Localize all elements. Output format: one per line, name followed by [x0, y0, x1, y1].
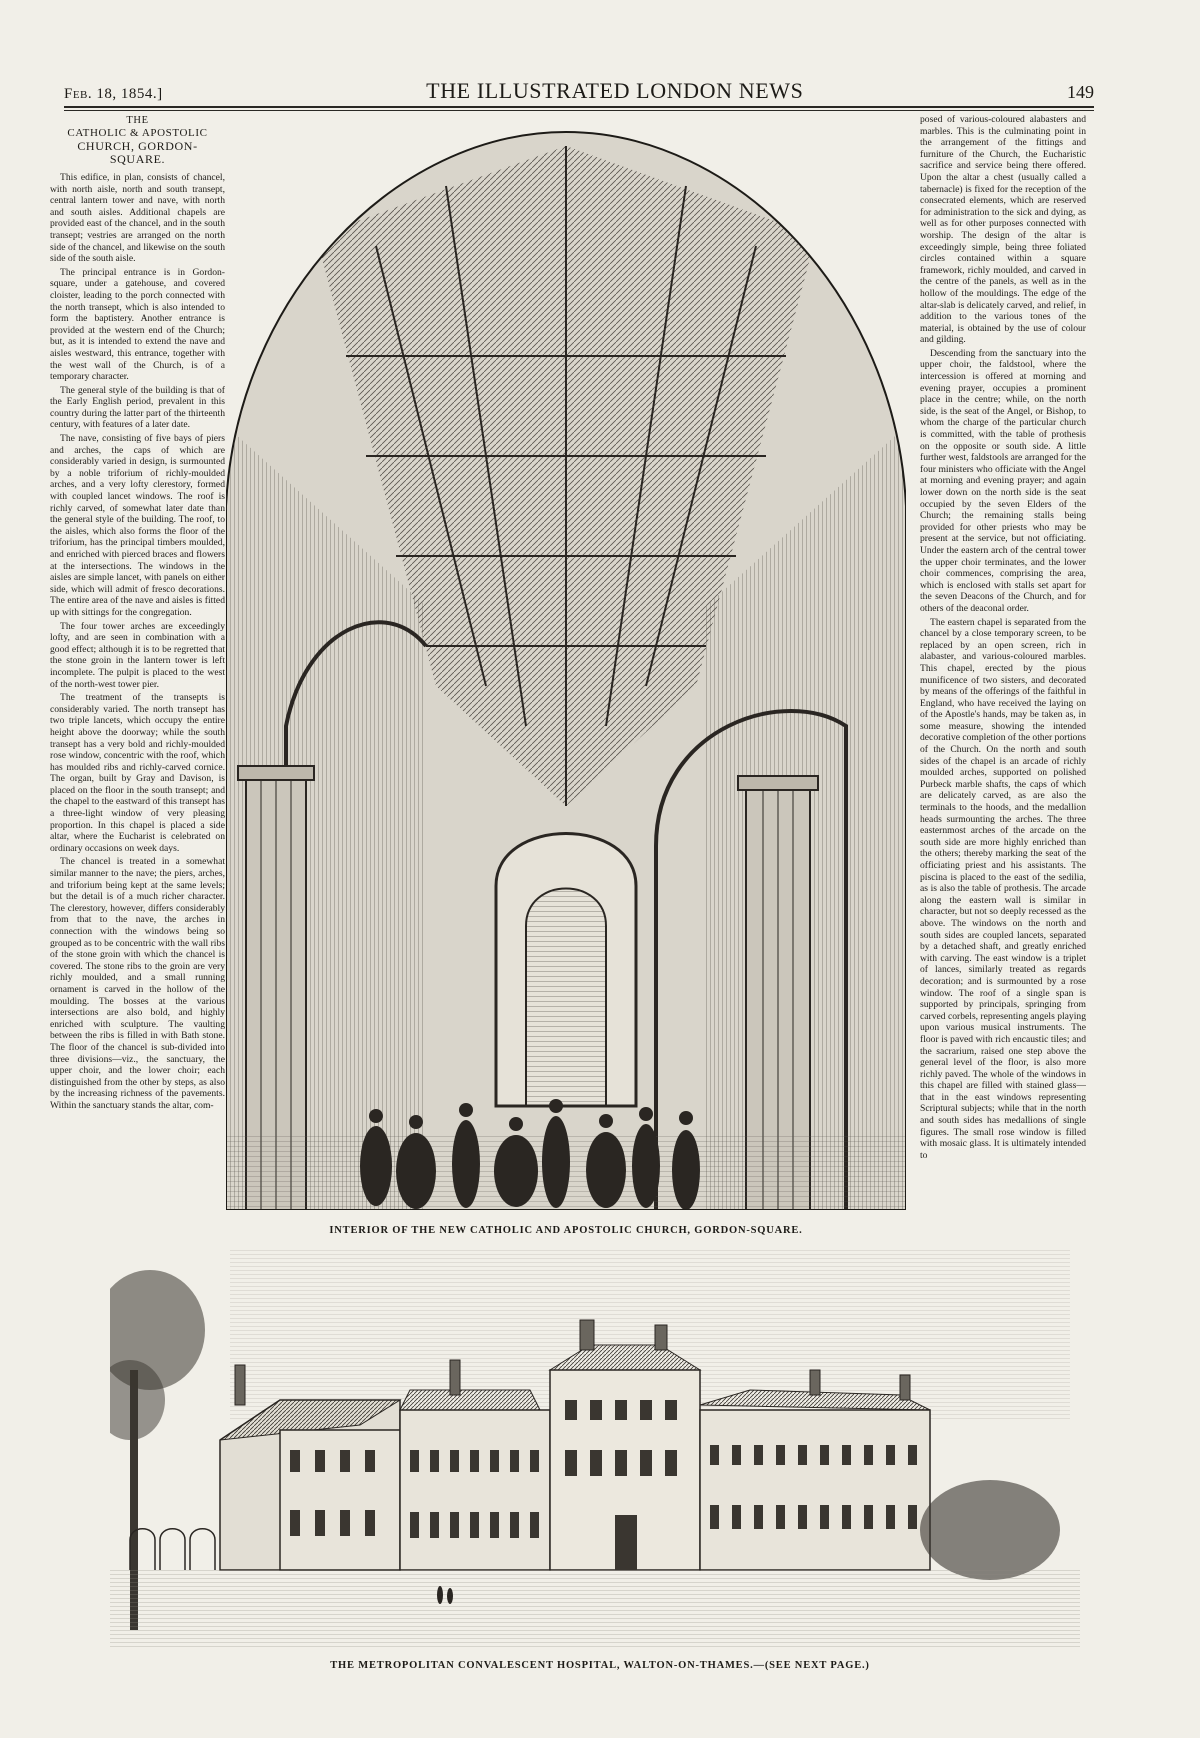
paragraph: The nave, consisting of five bays of piers and arches, the caps of which are considerably varied in design, is surmounted by a noble triforium of richly-moulded arches, and a very lofty clerestory, formed with coupled lancet windows. The roof is richly carved, of somewhat later date than the general style of the building. The roof, to the aisles, which also forms the floor of the triforium, has the principal timbers moulded, and enriched with pierced braces and flowers at the intersections. The windows in the aisles are simple lancet, with panels on either side, which will admit of fresco decorations. The entire area of the nave and aisles is fitted up with sittings for the congregation. [50, 433, 225, 618]
issue-date: Feb. 18, 1854.] [64, 86, 163, 102]
page-number: 149 [1066, 82, 1094, 102]
interior-caption: INTERIOR OF THE NEW CATHOLIC AND APOSTOLIC CHURCH, GORDON-SQUARE. [329, 1225, 803, 1236]
paragraph: The chancel is treated in a somewhat similar manner to the nave; the piers, arches, and triforium being kept at the same levels; but the detail is of a much richer character. The clerestory, however, differs considerably from that to the nave, the arches in connection with the windows being so grouped as to be concentric with the wall ribs of the stone groin with which the chancel is covered. The stone ribs to the groin are very richly moulded, and a small running ornament is carved in the hollow of the moulding. The bosses at the various intersections are also bold, and highly enriched with sculpture. The vaulting between the ribs is filled in with Bath stone. The floor of the chancel is sub-divided into three divisions—viz., the sanctuary, the upper choir, and the lower choir; each distinguished from the other by steps, as also by the increasing richness of the pavements. Within the sanctuary stands the altar, com- [50, 856, 225, 1111]
heading-line: CATHOLIC & APOSTOLIC [67, 127, 208, 139]
article-heading [50, 114, 225, 166]
header-rule-thin [64, 110, 1094, 111]
right-text-column [920, 114, 1086, 1239]
church-interior-engraving [226, 126, 906, 1210]
hospital-caption: THE METROPOLITAN CONVALESCENT HOSPITAL, WALTON-ON-THAMES.—(SEE NEXT PAGE.) [330, 1660, 870, 1671]
paragraph: The eastern chapel is separated from the chancel by a close temporary screen, to be replaced by an open screen, rich in alabaster, and various-coloured marbles. This chapel, erected by the pious munificence of two sisters, and decorated by means of the offerings of the faithful in England, who have received the laying on of the Apostle's hands, may be taken as, in some measure, showing the intended decorative completion of the other portions of the Church. On the north and south sides of the chapel is an arcade of richly moulded arches, supported on polished Purbeck marble shafts, the caps of which are delicately carved, as are also the terminals to the hoods, and the medallion heads surmounting the arches. The three easternmost arches of the arcade on the south side are more highly enriched than the others; thereby marking the seat of the officiating priest and his assistants. The piscina is placed to the east of the sedilia, as is also the table of prothesis. The arcade along the eastern wall is similar in character, but not so deeply recessed as the above. The windows on the north and south sides are coupled lancets, separated by a detached shaft, and greatly enriched with carving. The east window is a triplet of lances, similarly treated as regards decoration; and is surmounted by a rose window. The roof of a single span is supported by principals, springing from carved corbels, representing angels playing upon various musical instruments. The floor is paved with rich encaustic tiles; and the sacrarium, raised one step above the general level of the floor, is also more richly paved. The whole of the windows in this chapel are filled with stained glass—that in the east windows representing Scriptural subjects; while that in the north and south sides has medallions of single figures. The small rose window is filled with mosaic glass. It is ultimately intended to [920, 616, 1086, 1161]
heading-line: CHURCH, GORDON-SQUARE. [77, 139, 198, 166]
left-text-column [50, 114, 225, 1224]
shrubs-right [920, 1480, 1060, 1580]
header-rule [64, 106, 1094, 108]
paragraph: The treatment of the transepts is considerably varied. The north transept has two triple lancets, which occupy the entire height above the doorway; while the south transept has a very bold and richly-moulded rose window, concentric with the roof, which has moulded ribs and richly-carved cornice. The organ, built by Gray and Davison, is placed on the floor in the south transept; and the chapel to the eastward of this transept has a three-light window of very pleasing proportion. In this chapel is placed a side altar, where the Eucharist is celebrated on ordinary occasions on week days. [50, 692, 225, 854]
hospital-engraving [110, 1250, 1080, 1650]
masthead: THE ILLUSTRATED LONDON NEWS [426, 78, 804, 103]
paragraph: posed of various-coloured alabasters and marbles. This is the culminating point in the arrangement of the fittings and furniture of the Church, the Eucharistic sacrifice and service being there offered. Upon the altar a chest (usually called a tabernacle) is fixed for the reception of the consecrated elements, which are reserved for administration to the sick and dying, as well as for other purposes connected with worship. The design of the altar is exceedingly simple, being three foliated circles contained within a square framework, richly moulded, and carved in the centre of the panels, as well as in the hollow of the mouldings. The edge of the altar-slab is delicately carved, and relief, in addition to the various tones of the material, is obtained by the use of colour and gilding. [920, 114, 1086, 346]
paragraph: The four tower arches are exceedingly lofty, and are seen in combination with a good effect; although it is to be regretted that the stone groin in the lantern tower is left incomplete. The pulpit is placed to the west of the north-west tower pier. [50, 620, 225, 690]
paragraph: The principal entrance is in Gordon-square, under a gatehouse, and covered cloister, leading to the porch connected with the north transept, which is also intended to form the baptistery. Another entrance is provided at the western end of the Church; but, as it is intended to extend the nave and aisles westward, this entrance, together with the west wall of the Church, is of a temporary character. [50, 266, 225, 383]
running-head [64, 78, 1094, 104]
heading-line: THE [126, 115, 149, 126]
paragraph: This edifice, in plan, consists of chancel, with north aisle, north and south transept, central lantern tower and nave, with north and south aisles. Additional chapels are provided east of the chancel, and in the south transept; vestries are arranged on the north side of the chancel, and likewise on the south side of the south aisle. [50, 172, 225, 265]
paragraph: Descending from the sanctuary into the upper choir, the faldstool, where the intercession is offered at morning and evening prayer, occupies a prominent place in the centre; while, on the north side, is the seat of the Angel, or Bishop, to whom the charge of the particular church is committed, with the table of prothesis on the opposite or south side. A little further west, faldstools are arranged for the four ministers who officiate with the Angel at morning and evening prayer; and again lower down on the north side is the seat occupied by the seven Elders of the Church; the remaining stalls being provided for other priests who may be present at the service, but not officiating. Under the eastern arch of the central tower the upper choir terminates, and the lower choir commences, comprising the area, which is enclosed with stalls set apart for the seven Deacons of the Church, and for others of the deaconal order. [920, 347, 1086, 614]
paragraph: The general style of the building is that of the Early English period, prevalent in this country during the latter part of the thirteenth century, with features of a later date. [50, 384, 225, 431]
